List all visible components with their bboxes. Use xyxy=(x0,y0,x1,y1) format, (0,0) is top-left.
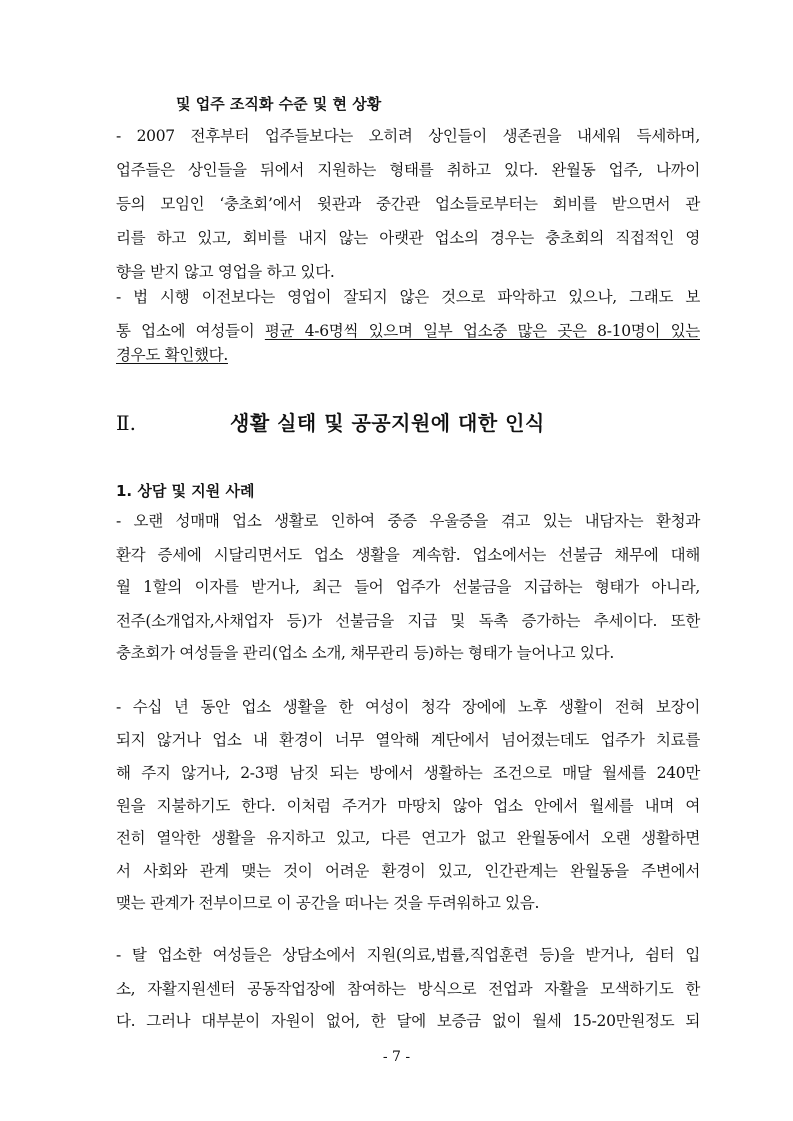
heading-organization-status: 및 업주 조직화 수준 및 현 상황 xyxy=(176,95,382,113)
text-line: 해 주지 않거나, 2-3평 남짓 되는 방에서 생활하는 조건으로 매달 월세를 240만 xyxy=(116,764,700,782)
text-line: - 탈 업소한 여성들은 상담소에서 지원(의료,법률,직업훈련 등)을 받거나, 쉼터 입 xyxy=(116,946,700,964)
text-line: 다. 그러나 대부분이 자원이 없어, 한 달에 보증금 없이 월세 15-20만원정도 되 xyxy=(116,1012,700,1030)
text-line: 등의 모임인 ‘충초회’에서 윗관과 중간관 업소들로부터는 회비를 받으면서 관 xyxy=(116,195,700,213)
text-line: 충초회가 여성들을 관리(업소 소개, 채무관리 등)하는 형태가 늘어나고 있다. xyxy=(116,644,614,662)
text-line: 환각 증세에 시달리면서도 업소 생활을 계속함. 업소에서는 선불금 채무에 대해 xyxy=(116,546,700,564)
text-line: 서 사회와 관계 맺는 것이 어려운 환경이 있고, 인간관계는 완월동을 주변에서 xyxy=(116,862,700,880)
section-title: 생활 실태 및 공공지원에 대한 인식 xyxy=(230,411,545,435)
text-line: 맺는 관계가 전부이므로 이 공간을 떠나는 것을 두려워하고 있음. xyxy=(116,894,540,912)
text-line: 향을 받지 않고 영업을 하고 있다. xyxy=(116,263,335,281)
text-line: - 2007 전후부터 업주들보다는 오히려 상인들이 생존권을 내세워 득세하며, xyxy=(116,127,700,145)
text-line: 리를 하고 있고, 회비를 내지 않는 아랫관 업소의 경우는 충초회의 직접적인 영 xyxy=(116,229,700,247)
text-segment: 통 업소에 여성들이 xyxy=(116,322,265,340)
text-line: 되지 않거나 업소 내 환경이 너무 열악해 계단에서 넘어졌는데도 업주가 치료를 xyxy=(116,731,700,749)
text-line: - 오랜 성매매 업소 생활로 인하여 중증 우울증을 겪고 있는 내담자는 환청과 xyxy=(116,512,700,530)
text-line xyxy=(116,345,700,365)
text-line: 전주(소개업자,사채업자 등)가 선불금을 지급 및 독촉 증가하는 추세이다. 또한 xyxy=(116,612,700,630)
underlined-text: 경우도 확인했다. xyxy=(116,346,228,364)
section-number: Ⅱ. xyxy=(116,411,136,435)
text-line: 소, 자활지원센터 공동작업장에 참여하는 방식으로 전업과 자활을 모색하기도 한 xyxy=(116,980,700,998)
text-line: 월 1할의 이자를 받거나, 최근 들어 업주가 선불금을 지급하는 형태가 아니라, xyxy=(116,578,700,596)
subsection-title: 1. 상담 및 지원 사례 xyxy=(116,482,255,500)
text-line: 업주들은 상인들을 뒤에서 지원하는 형태를 취하고 있다. 완월동 업주, 나까이 xyxy=(116,161,700,179)
page-number: - 7 - xyxy=(382,1049,411,1065)
text-line: 전히 열악한 생활을 유지하고 있고, 다른 연고가 없고 완월동에서 오랜 생활하면 xyxy=(116,829,700,847)
text-line: 원을 지불하기도 한다. 이처럼 주거가 마땅치 않아 업소 안에서 월세를 내며 여 xyxy=(116,797,700,815)
text-line xyxy=(116,321,700,341)
text-line: - 법 시행 이전보다는 영업이 잘되지 않은 것으로 파악하고 있으나, 그래도 보 xyxy=(116,288,700,306)
underlined-text: 평균 4-6명씩 있으며 일부 업소중 많은 곳은 8-10명이 있는 xyxy=(264,322,700,340)
text-line: - 수십 년 동안 업소 생활을 한 여성이 청각 장에에 노후 생활이 전혀 보장이 xyxy=(116,698,700,716)
